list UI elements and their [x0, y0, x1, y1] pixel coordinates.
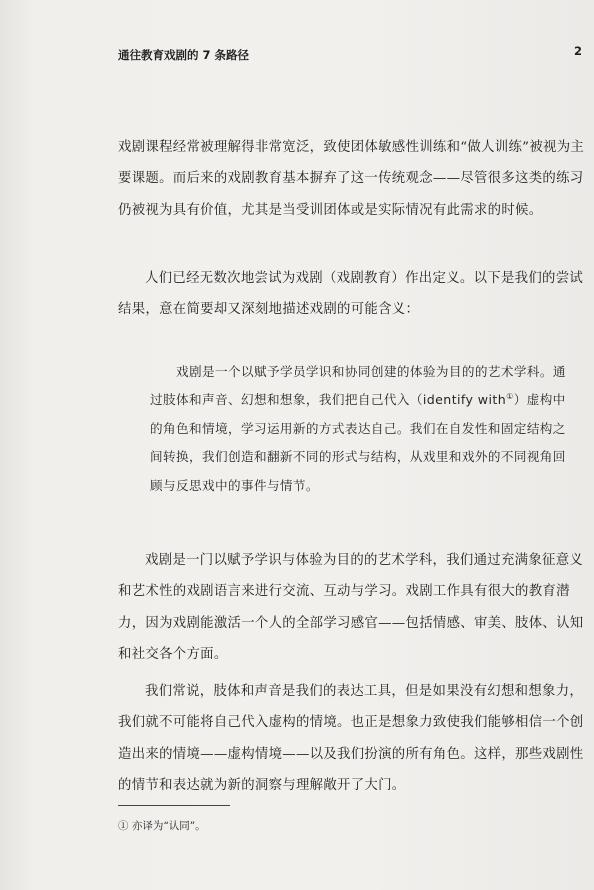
quote-text-after: ）虚构中的角色和情境，学习运用新的方式表达自己。我们在自发性和固定结构之间转换，我们创造和翻新不同的形式与结构，从戏里和戏外的不同视角回顾与反思戏中的事件与情节。	[150, 392, 566, 493]
definition-quote	[150, 358, 574, 500]
footnote-reference: ①	[506, 392, 514, 402]
body-paragraph-2: 人们已经无数次地尝试为戏剧（戏剧教育）作出定义。以下是我们的尝试结果，意在简要却又深刻地描述戏剧的可能含义：	[118, 271, 584, 318]
footnote-divider	[118, 805, 230, 806]
running-title: 通往教育戏剧的 7 条路径	[118, 48, 250, 62]
quote-text-before: 戏剧是一个以赋予学员学识和协同创建的体验为目的的艺术学科。通过肢体和声音、幻想和想象，我们把自己代入（identify with	[150, 364, 566, 408]
footnote: ① 亦译为“认同”。	[118, 820, 206, 832]
body-paragraph-3: 戏剧是一门以赋予学识与体验为目的的艺术学科，我们通过充满象征意义和艺术性的戏剧语言来进行交流、互动与学习。戏剧工作具有很大的教育潜力，因为戏剧能激活一个人的全部学习感官——包括情感、审美、肢体、认知和社交各个方面。	[118, 553, 584, 663]
body-paragraph-1: 戏剧课程经常被理解得非常宽泛，致使团体敏感性训练和“做人训练”被视为主要课题。而后来的戏剧教育基本摒弃了这一传统观念——尽管很多这类的练习仍被视为具有价值，尤其是当受训团体或是实际情况有此需求的时候。	[118, 140, 585, 218]
body-paragraph-4: 我们常说，肢体和声音是我们的表达工具，但是如果没有幻想和想象力，我们就不可能将自己代入虚构的情境。也正是想象力致使我们能够相信一个创造出来的情境——虚构情境——以及我们扮演的所有角色。这样，那些戏剧性的情节和表达就为新的洞察与理解敞开了大门。	[118, 684, 584, 794]
page-number: 2	[574, 44, 583, 58]
